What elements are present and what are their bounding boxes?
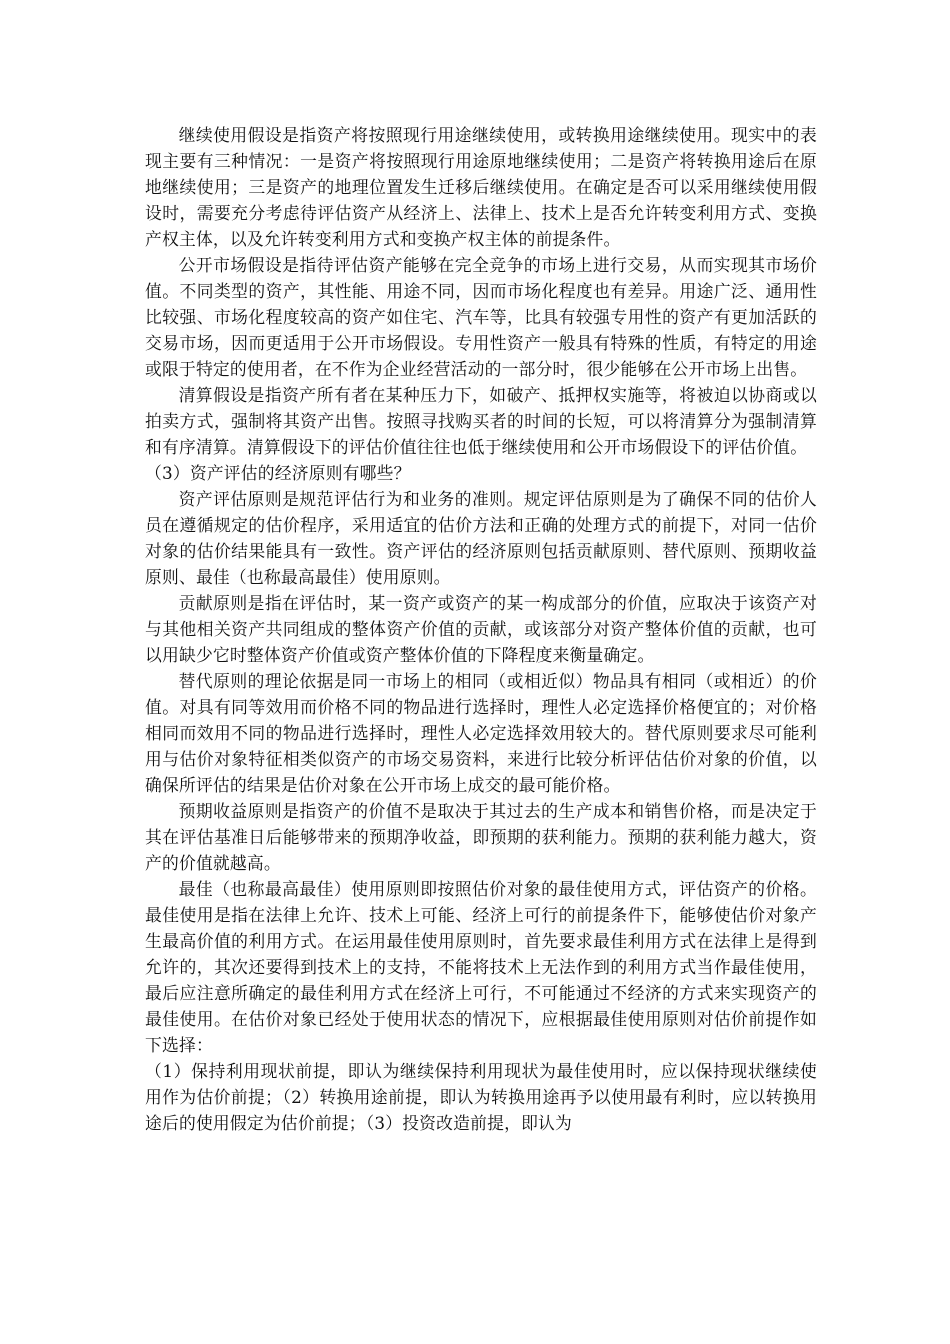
paragraph-highest-best-use-principle: 最佳（也称最高最佳）使用原则即按照估价对象的最佳使用方式，评估资产的价格。最佳使用是指在法律上允许、技术上可能、经济上可行的前提条件下，能够使估价对象产生最高价值的利用方式。在运用最佳使用原则时，首先要求最佳利用方式在法律上是得到允许的，其次还要得到技术上的支持，不能将技术上无法作到的利用方式当作最佳使用，最后应注意所确定的最佳利用方式在经济上可行，不可能通过不经济的方式来实现资产的最佳使用。在估价对象已经处于使用状态的情况下，应根据最佳使用原则对估价前提作如下选择： xyxy=(145,879,817,1055)
section-heading-economic-principles: （3）资产评估的经济原则有哪些？ xyxy=(145,463,411,483)
paragraph-expected-income-principle: 预期收益原则是指资产的价值不是取决于其过去的生产成本和销售价格，而是决定于其在评估基准日后能够带来的预期净收益，即预期的获利能力。预期的获利能力越大，资产的价值就越高。 xyxy=(145,801,817,873)
paragraph-liquidation-assumption: 清算假设是指资产所有者在某种压力下，如破产、抵押权实施等，将被迫以协商或以拍卖方式，强制将其资产出售。按照寻找购买者的时间的长短，可以将清算分为强制清算和有序清算。清算假设下的评估价值往往也低于继续使用和公开市场假设下的评估价值。 xyxy=(145,385,817,457)
paragraph-valuation-principles: 资产评估原则是规范评估行为和业务的准则。规定评估原则是为了确保不同的估价人员在遵循规定的估价程序，采用适宜的估价方法和正确的处理方式的前提下，对同一估价对象的估价结果能具有一致性。资产评估的经济原则包括贡献原则、替代原则、预期收益原则、最佳（也称最高最佳）使用原则。 xyxy=(145,489,817,587)
paragraph-substitution-principle: 替代原则的理论依据是同一市场上的相同（或相近似）物品具有相同（或相近）的价值。对具有同等效用而价格不同的物品进行选择时，理性人必定选择价格便宜的；对价格相同而效用不同的物品进行选择时，理性人必定选择效用较大的。替代原则要求尽可能利用与估价对象特征相类似资产的市场交易资料，来进行比较分析评估估价对象的价值，以确保所评估的结果是估价对象在公开市场上成交的最可能价格。 xyxy=(145,671,817,795)
paragraph-contribution-principle: 贡献原则是指在评估时，某一资产或资产的某一构成部分的价值，应取决于该资产对与其他相关资产共同组成的整体资产价值的贡献，或该部分对资产整体价值的贡献，也可以用缺少它时整体资产价值或资产整体价值的下降程度来衡量确定。 xyxy=(145,593,817,665)
paragraph-valuation-premises-list: （1）保持利用现状前提，即认为继续保持利用现状为最佳使用时，应以保持现状继续使用作为估价前提；（2）转换用途前提，即认为转换用途再予以使用最有利时，应以转换用途后的使用假定为估价前提；（3）投资改造前提，即认为 xyxy=(145,1061,817,1133)
paragraph-continued-use-assumption: 继续使用假设是指资产将按照现行用途继续使用，或转换用途继续使用。现实中的表现主要有三种情况：一是资产将按照现行用途原地继续使用；二是资产将转换用途后在原地继续使用；三是资产的地理位置发生迁移后继续使用。在确定是否可以采用继续使用假设时，需要充分考虑待评估资产从经济上、法律上、技术上是否允许转变利用方式、变换产权主体，以及允许转变利用方式和变换产权主体的前提条件。 xyxy=(145,125,817,249)
paragraph-open-market-assumption: 公开市场假设是指待评估资产能够在完全竞争的市场上进行交易，从而实现其市场价值。不同类型的资产，其性能、用途不同，因而市场化程度也有差异。用途广泛、通用性比较强、市场化程度较高的资产如住宅、汽车等，比具有较强专用性的资产有更加活跃的交易市场，因而更适用于公开市场假设。专用性资产一般具有特殊的性质，有特定的用途或限于特定的使用者，在不作为企业经营活动的一部分时，很少能够在公开市场上出售。 xyxy=(145,255,817,379)
document-body xyxy=(145,122,817,1136)
